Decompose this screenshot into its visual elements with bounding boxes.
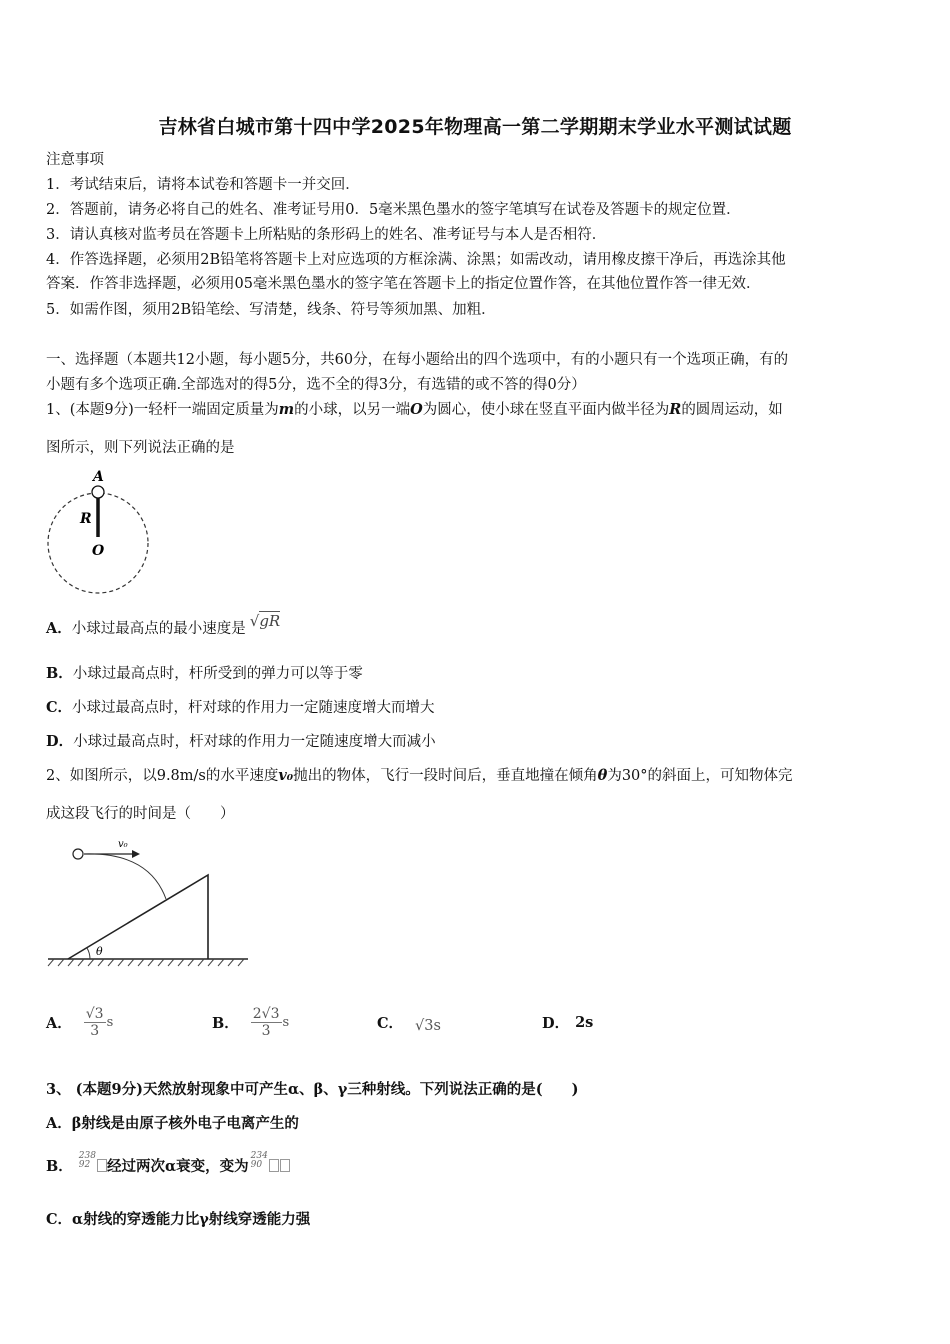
q2-option-c: C． √3s <box>377 1014 441 1034</box>
notice-heading: 注意事项 <box>46 152 104 168</box>
q2-options <box>46 994 906 1050</box>
q2-option-b: B． $\frac{2√3}{3}$ s <box>212 1005 290 1039</box>
page-title: 吉林省白城市第十四中学2025年物理高一第二学期期末学业水平测试试题 <box>158 116 792 138</box>
label-theta: θ <box>96 945 103 958</box>
label-r: R <box>80 511 92 527</box>
projectile <box>73 849 83 859</box>
section-heading-line2: 小题有多个选项正确.全部选对的得5分，选不全的得3分，有选错的或不答的得0分） <box>46 377 586 393</box>
q1-var-m: m <box>278 401 295 418</box>
sqrt-gr: gR <box>259 612 281 630</box>
q2-stem-line2: 成这段飞行的时间是（ ） <box>46 806 235 822</box>
missing-glyph-icon <box>269 1159 279 1172</box>
trajectory <box>84 854 166 899</box>
q2-option-d: D． 2s <box>542 1013 594 1032</box>
q1-option-a: A．小球过最高点的最小速度是 √gR <box>46 612 281 637</box>
ground-hatching <box>48 959 244 966</box>
q1-circle-figure <box>40 465 160 595</box>
uranium-nuclide: 238 92 <box>78 1151 96 1170</box>
q2-var-v0: v₀ <box>278 767 294 784</box>
notice-item-2: 2．答题前，请务必将自己的姓名、准考证号用0．5毫米黑色墨水的签字笔填写在试卷及答题卡的规定位置． <box>46 202 741 218</box>
section-heading-line1: 一、选择题（本题共12小题，每小题5分，共60分，在每小题给出的四个选项中，有的小题只有一个选项正确，有的 <box>46 352 789 368</box>
q3-option-b: B． 238 92 经过两次α衰变，变为 234 90 <box>46 1152 290 1180</box>
angle-arc <box>87 948 90 959</box>
q2-incline-figure <box>44 835 254 970</box>
q1-stem-line2: 图所示，则下列说法正确的是 <box>46 440 235 456</box>
q1-stem: 1、(本题9分)一轻杆一端固定质量为m的小球，以另一端O为圆心，使小球在竖直平面内做半径为R的圆周运动，如 <box>46 401 783 418</box>
notice-item-4: 4．作答选择题，必须用2B铅笔将答题卡上对应选项的方框涂满、涂黑；如需改动，请用橡皮擦干净后，再选涂其他 <box>46 252 786 268</box>
label-o: O <box>92 543 105 559</box>
label-v0: v₀ <box>118 839 128 850</box>
notice-item-4-cont: 答案．作答非选择题，必须用05毫米黑色墨水的签字笔在答题卡上的指定位置作答，在其他位置作答一律无效． <box>46 276 761 292</box>
label-a: A <box>93 469 104 485</box>
thorium-nuclide: 234 90 <box>250 1151 268 1170</box>
q2-option-a: A． $\frac{√3}{3}$ s <box>46 1005 114 1039</box>
q2-stem: 2、如图所示，以9.8m/s的水平速度v₀抛出的物体，飞行一段时间后，垂直地撞在倾角θ为30°的斜面上，可知物体完 <box>46 767 793 784</box>
q3-option-a: A．β射线是由原子核外电子电离产生的 <box>46 1115 299 1132</box>
q1-option-c: C．小球过最高点时，杆对球的作用力一定随速度增大而增大 <box>46 699 435 716</box>
q3-stem: 3、 (本题9分)天然放射现象中可产生α、β、γ三种射线。下列说法正确的是( ) <box>46 1081 579 1098</box>
ball <box>92 486 104 498</box>
q1-var-r: R <box>669 401 682 418</box>
notice-item-3: 3．请认真核对监考员在答题卡上所粘贴的条形码上的姓名、准考证号与本人是否相符． <box>46 227 607 243</box>
arrow-head <box>132 850 140 858</box>
q2-var-theta: θ <box>597 767 608 784</box>
notice-item-5: 5．如需作图，须用2B铅笔绘、写清楚，线条、符号等须加黑、加粗． <box>46 302 496 318</box>
missing-glyph-icon <box>97 1159 107 1172</box>
q1-option-d: D．小球过最高点时，杆对球的作用力一定随速度增大而减小 <box>46 733 436 750</box>
notice-item-1: 1．考试结束后，请将本试卷和答题卡一并交回． <box>46 177 360 193</box>
q1-var-o: O <box>410 401 423 418</box>
q3-option-c: C．α射线的穿透能力比γ射线穿透能力强 <box>46 1211 311 1228</box>
incline <box>68 875 208 959</box>
missing-glyph-icon <box>280 1159 290 1172</box>
q1-option-b: B．小球过最高点时，杆所受到的弹力可以等于零 <box>46 665 363 682</box>
